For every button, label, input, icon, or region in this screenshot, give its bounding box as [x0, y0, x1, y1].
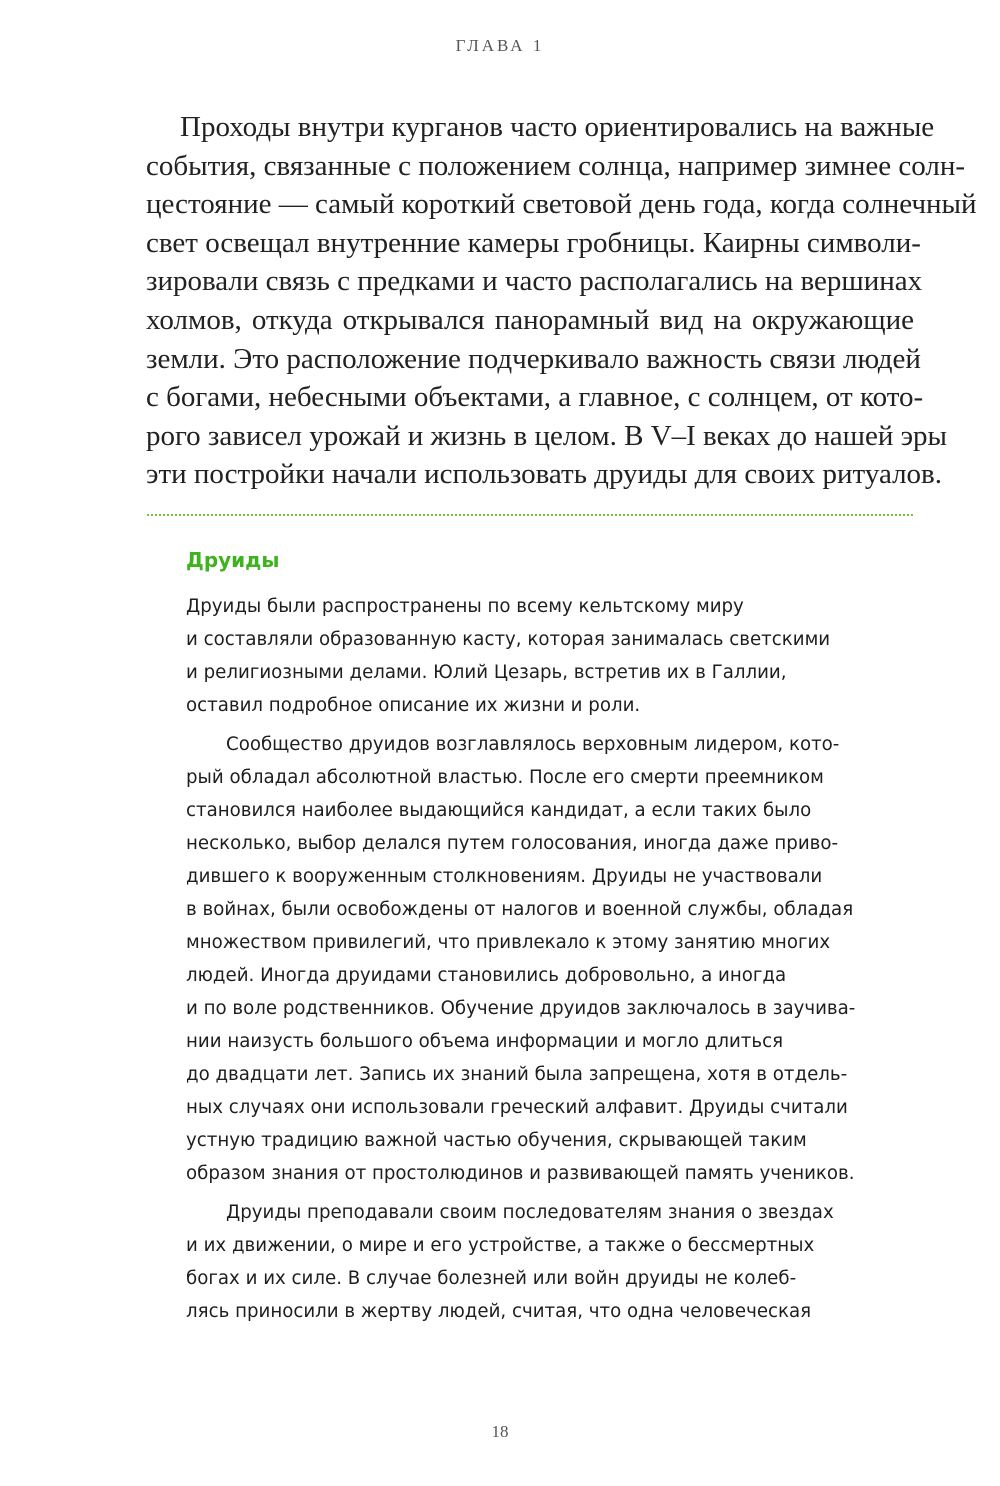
main-line: цестояние — самый короткий световой день года, когда солнечный — [146, 188, 977, 221]
main-line: с богами, небесными объектами, а главное, с солнцем, от кото- — [146, 381, 924, 414]
main-line: Проходы внутри курганов часто ориентировались на важные — [180, 111, 935, 143]
sidebar-line: богах и их силе. В случае болезней или войн друиды не колеб- — [186, 1268, 797, 1289]
page-number: 18 — [491, 1422, 509, 1441]
running-head: ГЛАВА 1 — [455, 36, 545, 55]
sidebar-line: ных случаях они использовали греческий алфавит. Друиды считали — [186, 1097, 848, 1118]
main-line: эти постройки начали использовать друиды для своих ритуалов. — [146, 458, 942, 491]
sidebar-line: дившего к вооруженным столкновениям. Друиды не участвовали — [186, 866, 823, 887]
sidebar-line: людей. Иногда друидами становились добровольно, а иногда — [186, 965, 787, 986]
sidebar-line: Друиды были распространены по всему кельтскому миру — [186, 596, 744, 617]
sidebar-line: Сообщество друидов возглавлялось верховным лидером, кото- — [226, 734, 840, 755]
sidebar-line: до двадцати лет. Запись их знаний была запрещена, хотя в отдель- — [186, 1064, 848, 1085]
sidebar-line: несколько, выбор делался путем голосования, иногда даже приво- — [186, 833, 839, 854]
sidebar-line: становился наиболее выдающийся кандидат, а если таких было — [186, 800, 812, 821]
sidebar-line: в войнах, были освобождены от налогов и военной службы, обладая — [186, 899, 854, 920]
main-paragraph — [146, 108, 977, 494]
sidebar-line: и религиозными делами. Юлий Цезарь, встретив их в Галлии, — [186, 662, 787, 683]
main-line: холмов, откуда открывался панорамный вид на окружающие — [146, 303, 914, 336]
main-line: рого зависел урожай и жизнь в целом. В V–I веках до нашей эры — [146, 419, 948, 452]
sidebar-line: и их движении, о мире и его устройстве, а также о бессмертных — [186, 1235, 815, 1256]
sidebar-line: и по воле родственников. Обучение друидов заключалось в заучива- — [186, 998, 856, 1019]
sidebar-line: нии наизусть большого объема информации и могло длиться — [186, 1031, 784, 1052]
main-line: земли. Это расположение подчеркивало важность связи людей — [146, 342, 921, 375]
sidebar-line: устную традицию важной частью обучения, скрывающей таким — [186, 1130, 807, 1151]
sidebar-line: лясь приносили в жертву людей, считая, что одна человеческая — [186, 1301, 812, 1322]
main-line: свет освещал внутренние камеры гробницы. Каирны символи- — [146, 226, 921, 259]
section-divider — [147, 514, 913, 516]
main-line: зировали связь с предками и часто располагались на вершинах — [146, 265, 923, 298]
sidebar-body — [186, 590, 874, 1328]
sidebar-line: образом знания от простолюдинов и развивающей память учеников. — [186, 1163, 855, 1184]
sidebar-line: оставил подробное описание их жизни и роли. — [186, 695, 641, 716]
sidebar-line: и составляли образованную касту, которая занималась светскими — [186, 629, 831, 650]
sidebar-title: Друиды — [186, 548, 280, 572]
sidebar-line: множеством привилегий, что привлекало к этому занятию многих — [186, 932, 831, 953]
sidebar-line: рый обладал абсолютной властью. После его смерти преемником — [186, 767, 824, 788]
sidebar-line: Друиды преподавали своим последователям знания о звездах — [226, 1202, 834, 1223]
main-line: события, связанные с положением солнца, например зимнее солн- — [146, 149, 966, 182]
